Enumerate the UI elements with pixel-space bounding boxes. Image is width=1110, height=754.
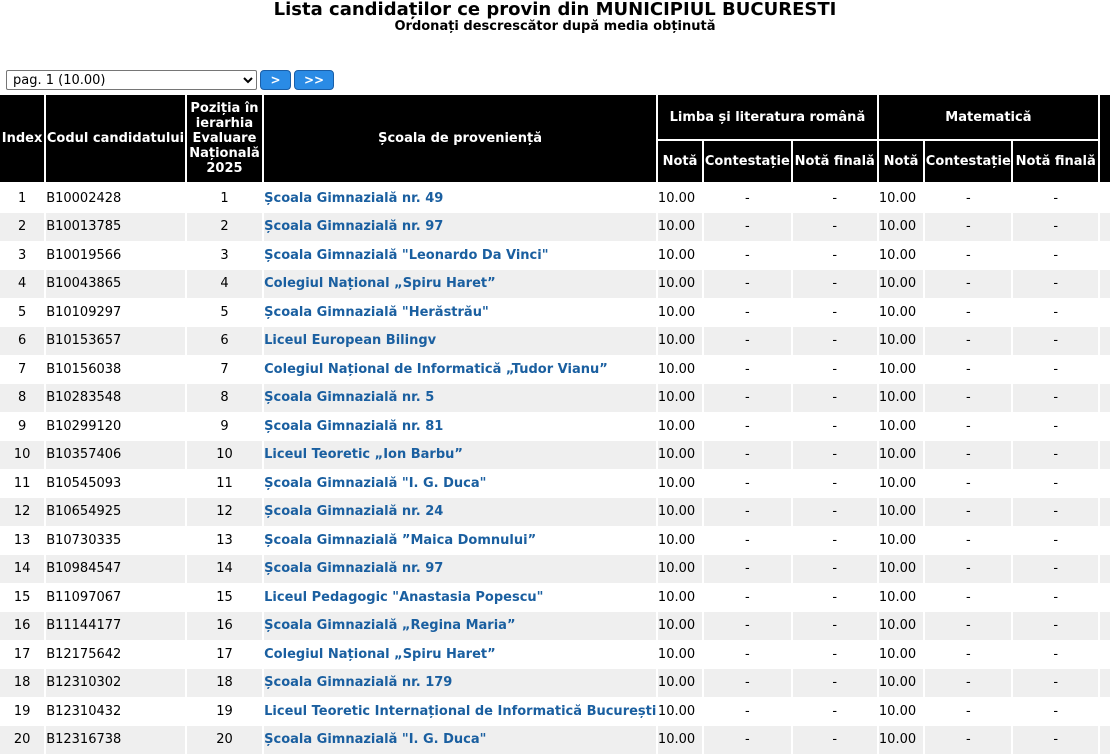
cell-ro-appeal: -: [704, 441, 790, 470]
school-link[interactable]: Colegiul Național „Spiru Haret”: [264, 647, 496, 662]
cell-school: [264, 469, 656, 498]
school-link[interactable]: Colegiul Național „Spiru Haret”: [264, 276, 496, 291]
cell-overflow: [1100, 327, 1110, 356]
page-title: Lista candidaților ce provin din MUNICIPIUL BUCURESTI: [0, 0, 1110, 20]
cell-overflow: [1100, 640, 1110, 669]
table-row: [0, 555, 1110, 584]
col-header-ro-final: Notă finală: [793, 141, 877, 184]
next-page-button[interactable]: >: [260, 70, 291, 90]
cell-school: [264, 298, 656, 327]
col-header-ma-final: Notă finală: [1013, 141, 1097, 184]
school-link[interactable]: Școala Gimnazială ”Maica Domnului”: [264, 533, 536, 548]
cell-school: [264, 327, 656, 356]
table-row: [0, 469, 1110, 498]
cell-overflow: [1100, 583, 1110, 612]
cell-ro-final: -: [793, 555, 877, 584]
cell-ma-final: -: [1013, 355, 1097, 384]
cell-ma-grade: 10.00: [879, 612, 923, 641]
cell-ma-grade: 10.00: [879, 583, 923, 612]
cell-candidate-code: B10545093: [46, 469, 185, 498]
cell-ro-final: -: [793, 583, 877, 612]
cell-overflow: [1100, 412, 1110, 441]
cell-ma-final: -: [1013, 726, 1097, 754]
table-row: [0, 498, 1110, 527]
cell-ma-final: -: [1013, 270, 1097, 299]
cell-position: 8: [187, 384, 262, 413]
cell-ma-final: -: [1013, 612, 1097, 641]
cell-ro-final: -: [793, 270, 877, 299]
cell-index: 19: [0, 697, 44, 726]
cell-school: [264, 241, 656, 270]
cell-position: 12: [187, 498, 262, 527]
cell-ma-final: -: [1013, 697, 1097, 726]
table-row: [0, 412, 1110, 441]
cell-position: 7: [187, 355, 262, 384]
cell-ma-final: -: [1013, 555, 1097, 584]
cell-ro-final: -: [793, 184, 877, 213]
cell-ro-appeal: -: [704, 184, 790, 213]
cell-ro-appeal: -: [704, 298, 790, 327]
cell-ma-final: -: [1013, 469, 1097, 498]
table-row: [0, 241, 1110, 270]
cell-ma-appeal: -: [925, 384, 1011, 413]
cell-ma-grade: 10.00: [879, 270, 923, 299]
cell-ma-grade: 10.00: [879, 498, 923, 527]
cell-ro-final: -: [793, 298, 877, 327]
cell-ma-grade: 10.00: [879, 726, 923, 754]
table-row: [0, 270, 1110, 299]
cell-ma-grade: 10.00: [879, 327, 923, 356]
school-link[interactable]: Școala Gimnazială nr. 179: [264, 675, 452, 690]
cell-ro-grade: 10.00: [658, 469, 702, 498]
cell-ma-appeal: -: [925, 640, 1011, 669]
table-row: [0, 726, 1110, 754]
cell-ro-grade: 10.00: [658, 184, 702, 213]
cell-ro-grade: 10.00: [658, 441, 702, 470]
cell-ro-appeal: -: [704, 412, 790, 441]
cell-ma-grade: 10.00: [879, 384, 923, 413]
cell-ma-final: -: [1013, 298, 1097, 327]
cell-index: 10: [0, 441, 44, 470]
cell-position: 10: [187, 441, 262, 470]
col-group-math: Matematică: [879, 95, 1098, 141]
cell-ro-grade: 10.00: [658, 555, 702, 584]
page-select[interactable]: [6, 70, 257, 90]
cell-ma-grade: 10.00: [879, 555, 923, 584]
cell-ma-grade: 10.00: [879, 213, 923, 242]
cell-school: [264, 526, 656, 555]
cell-school: [264, 498, 656, 527]
cell-ro-final: -: [793, 640, 877, 669]
table-row: [0, 184, 1110, 213]
results-table: [0, 95, 1110, 754]
cell-candidate-code: B10654925: [46, 498, 185, 527]
cell-ma-final: -: [1013, 184, 1097, 213]
cell-index: 14: [0, 555, 44, 584]
cell-ro-appeal: -: [704, 469, 790, 498]
cell-ro-final: -: [793, 726, 877, 754]
cell-position: 3: [187, 241, 262, 270]
cell-ro-final: -: [793, 526, 877, 555]
cell-ma-final: -: [1013, 213, 1097, 242]
cell-ro-appeal: -: [704, 327, 790, 356]
cell-ro-grade: 10.00: [658, 697, 702, 726]
cell-position: 11: [187, 469, 262, 498]
cell-position: 14: [187, 555, 262, 584]
cell-ro-appeal: -: [704, 526, 790, 555]
cell-overflow: [1100, 355, 1110, 384]
cell-index: 4: [0, 270, 44, 299]
table-row: [0, 583, 1110, 612]
school-link[interactable]: Școala Gimnazială "Leonardo Da Vinci": [264, 248, 548, 263]
cell-ro-grade: 10.00: [658, 270, 702, 299]
cell-ma-appeal: -: [925, 241, 1011, 270]
cell-ma-grade: 10.00: [879, 640, 923, 669]
cell-ma-grade: 10.00: [879, 184, 923, 213]
cell-school: [264, 640, 656, 669]
cell-ro-final: -: [793, 213, 877, 242]
cell-position: 19: [187, 697, 262, 726]
cell-ma-grade: 10.00: [879, 526, 923, 555]
cell-ro-appeal: -: [704, 583, 790, 612]
cell-index: 11: [0, 469, 44, 498]
school-link[interactable]: Școala Gimnazială nr. 5: [264, 390, 434, 405]
table-row: [0, 441, 1110, 470]
cell-ma-appeal: -: [925, 697, 1011, 726]
cell-ro-appeal: -: [704, 498, 790, 527]
table-row: [0, 612, 1110, 641]
cell-ma-grade: 10.00: [879, 412, 923, 441]
cell-index: 12: [0, 498, 44, 527]
cell-ma-appeal: -: [925, 270, 1011, 299]
cell-ma-appeal: -: [925, 184, 1011, 213]
cell-ro-grade: 10.00: [658, 327, 702, 356]
col-header-ma-appeal: Contestație: [925, 141, 1011, 184]
cell-index: 9: [0, 412, 44, 441]
school-link[interactable]: Școala Gimnazială "Herăstrău": [264, 305, 489, 320]
cell-candidate-code: B12310432: [46, 697, 185, 726]
cell-school: [264, 583, 656, 612]
cell-school: [264, 726, 656, 754]
cell-candidate-code: B10156038: [46, 355, 185, 384]
cell-school: [264, 412, 656, 441]
cell-ro-final: -: [793, 412, 877, 441]
cell-ma-appeal: -: [925, 669, 1011, 698]
cell-overflow: [1100, 441, 1110, 470]
cell-ro-appeal: -: [704, 612, 790, 641]
cell-ro-appeal: -: [704, 241, 790, 270]
school-link[interactable]: Liceul Teoretic „Ion Barbu”: [264, 447, 463, 462]
cell-ro-grade: 10.00: [658, 640, 702, 669]
cell-ro-appeal: -: [704, 384, 790, 413]
cell-ma-appeal: -: [925, 612, 1011, 641]
cell-index: 20: [0, 726, 44, 754]
cell-overflow: [1100, 697, 1110, 726]
cell-ma-appeal: -: [925, 355, 1011, 384]
cell-ma-final: -: [1013, 412, 1097, 441]
cell-position: 16: [187, 612, 262, 641]
cell-ro-final: -: [793, 697, 877, 726]
table-row: [0, 640, 1110, 669]
cell-school: [264, 697, 656, 726]
page-subtitle: Ordonați descrescător după media obținută: [0, 20, 1110, 34]
cell-ro-final: -: [793, 669, 877, 698]
last-page-button[interactable]: >>: [294, 70, 334, 90]
cell-position: 6: [187, 327, 262, 356]
cell-index: 15: [0, 583, 44, 612]
table-row: [0, 213, 1110, 242]
cell-ma-appeal: -: [925, 469, 1011, 498]
cell-ma-final: -: [1013, 583, 1097, 612]
cell-ro-appeal: -: [704, 697, 790, 726]
cell-candidate-code: B12310302: [46, 669, 185, 698]
cell-ro-grade: 10.00: [658, 213, 702, 242]
cell-school: [264, 384, 656, 413]
cell-candidate-code: B10002428: [46, 184, 185, 213]
cell-index: 1: [0, 184, 44, 213]
cell-index: 16: [0, 612, 44, 641]
cell-ma-appeal: -: [925, 298, 1011, 327]
cell-index: 5: [0, 298, 44, 327]
cell-candidate-code: B10984547: [46, 555, 185, 584]
cell-candidate-code: B11144177: [46, 612, 185, 641]
cell-ro-grade: 10.00: [658, 612, 702, 641]
col-header-code: Codul candidatului: [46, 95, 185, 184]
cell-candidate-code: B10013785: [46, 213, 185, 242]
cell-ro-final: -: [793, 384, 877, 413]
cell-school: [264, 555, 656, 584]
school-link[interactable]: Școala Gimnazială nr. 97: [264, 219, 443, 234]
cell-ro-final: -: [793, 327, 877, 356]
col-header-overflow: [1100, 95, 1110, 184]
cell-overflow: [1100, 612, 1110, 641]
cell-ma-grade: 10.00: [879, 241, 923, 270]
cell-ma-final: -: [1013, 498, 1097, 527]
cell-candidate-code: B10299120: [46, 412, 185, 441]
cell-ma-appeal: -: [925, 412, 1011, 441]
cell-ro-final: -: [793, 469, 877, 498]
cell-ma-grade: 10.00: [879, 669, 923, 698]
cell-index: 8: [0, 384, 44, 413]
cell-ma-appeal: -: [925, 441, 1011, 470]
cell-ro-final: -: [793, 241, 877, 270]
cell-candidate-code: B10357406: [46, 441, 185, 470]
cell-overflow: [1100, 555, 1110, 584]
cell-ro-appeal: -: [704, 270, 790, 299]
cell-candidate-code: B10283548: [46, 384, 185, 413]
col-header-ro-grade: Notă: [658, 141, 702, 184]
cell-overflow: [1100, 213, 1110, 242]
cell-ro-final: -: [793, 498, 877, 527]
cell-position: 5: [187, 298, 262, 327]
cell-ma-appeal: -: [925, 726, 1011, 754]
school-link[interactable]: Școala Gimnazială „Regina Maria”: [264, 618, 515, 633]
pagination-bar: [6, 70, 334, 90]
cell-ro-appeal: -: [704, 355, 790, 384]
col-header-school: Școala de proveniență: [264, 95, 656, 184]
cell-position: 17: [187, 640, 262, 669]
school-link[interactable]: Școala Gimnazială nr. 24: [264, 504, 443, 519]
cell-position: 2: [187, 213, 262, 242]
cell-ro-grade: 10.00: [658, 669, 702, 698]
cell-candidate-code: B12316738: [46, 726, 185, 754]
school-link[interactable]: Școala Gimnazială "I. G. Duca": [264, 732, 486, 747]
cell-school: [264, 441, 656, 470]
table-row: [0, 384, 1110, 413]
cell-candidate-code: B10019566: [46, 241, 185, 270]
cell-ro-appeal: -: [704, 640, 790, 669]
cell-ma-grade: 10.00: [879, 355, 923, 384]
cell-ro-appeal: -: [704, 213, 790, 242]
cell-position: 9: [187, 412, 262, 441]
table-row: [0, 298, 1110, 327]
cell-ro-grade: 10.00: [658, 526, 702, 555]
school-link[interactable]: Școala Gimnazială nr. 97: [264, 561, 443, 576]
cell-ma-grade: 10.00: [879, 697, 923, 726]
table-row: [0, 697, 1110, 726]
cell-index: 13: [0, 526, 44, 555]
cell-ro-appeal: -: [704, 555, 790, 584]
cell-overflow: [1100, 241, 1110, 270]
cell-ro-grade: 10.00: [658, 412, 702, 441]
table-row: [0, 526, 1110, 555]
cell-ro-grade: 10.00: [658, 298, 702, 327]
cell-overflow: [1100, 270, 1110, 299]
col-header-ma-grade: Notă: [879, 141, 923, 184]
school-link[interactable]: Școala Gimnazială "I. G. Duca": [264, 476, 486, 491]
table-row: [0, 669, 1110, 698]
cell-candidate-code: B10730335: [46, 526, 185, 555]
col-header-index: Index: [0, 95, 44, 184]
table-row: [0, 327, 1110, 356]
cell-ro-grade: 10.00: [658, 384, 702, 413]
school-link[interactable]: Școala Gimnazială nr. 81: [264, 419, 443, 434]
cell-position: 13: [187, 526, 262, 555]
cell-candidate-code: B12175642: [46, 640, 185, 669]
cell-ro-appeal: -: [704, 669, 790, 698]
cell-candidate-code: B10109297: [46, 298, 185, 327]
cell-ro-grade: 10.00: [658, 241, 702, 270]
cell-index: 6: [0, 327, 44, 356]
cell-index: 7: [0, 355, 44, 384]
cell-ma-grade: 10.00: [879, 298, 923, 327]
cell-index: 3: [0, 241, 44, 270]
cell-ma-final: -: [1013, 327, 1097, 356]
cell-ma-grade: 10.00: [879, 469, 923, 498]
col-header-position: Poziția în ierarhia Evaluare Națională 2025: [187, 95, 262, 184]
cell-ma-appeal: -: [925, 327, 1011, 356]
cell-ma-final: -: [1013, 384, 1097, 413]
school-link[interactable]: Școala Gimnazială nr. 49: [264, 191, 443, 206]
cell-ro-grade: 10.00: [658, 583, 702, 612]
cell-ro-grade: 10.00: [658, 498, 702, 527]
cell-school: [264, 612, 656, 641]
cell-school: [264, 270, 656, 299]
cell-overflow: [1100, 184, 1110, 213]
cell-position: 1: [187, 184, 262, 213]
cell-ma-final: -: [1013, 526, 1097, 555]
school-link[interactable]: Liceul Pedagogic "Anastasia Popescu": [264, 590, 543, 605]
cell-candidate-code: B11097067: [46, 583, 185, 612]
cell-ma-appeal: -: [925, 526, 1011, 555]
cell-ma-appeal: -: [925, 555, 1011, 584]
cell-ro-final: -: [793, 441, 877, 470]
school-link[interactable]: Colegiul Național de Informatică „Tudor Vianu”: [264, 362, 608, 377]
cell-ro-final: -: [793, 612, 877, 641]
cell-candidate-code: B10153657: [46, 327, 185, 356]
cell-candidate-code: B10043865: [46, 270, 185, 299]
cell-ro-final: -: [793, 355, 877, 384]
cell-ma-final: -: [1013, 669, 1097, 698]
cell-position: 20: [187, 726, 262, 754]
cell-index: 17: [0, 640, 44, 669]
cell-overflow: [1100, 498, 1110, 527]
cell-ma-final: -: [1013, 441, 1097, 470]
cell-ro-appeal: -: [704, 726, 790, 754]
cell-index: 2: [0, 213, 44, 242]
table-row: [0, 355, 1110, 384]
cell-school: [264, 669, 656, 698]
cell-ro-grade: 10.00: [658, 726, 702, 754]
cell-ma-final: -: [1013, 640, 1097, 669]
col-group-romanian: Limba și literatura română: [658, 95, 877, 141]
cell-ma-appeal: -: [925, 498, 1011, 527]
cell-school: [264, 184, 656, 213]
cell-overflow: [1100, 726, 1110, 754]
school-link[interactable]: Liceul European Bilingv: [264, 333, 436, 348]
cell-ro-grade: 10.00: [658, 355, 702, 384]
cell-ma-final: -: [1013, 241, 1097, 270]
cell-overflow: [1100, 669, 1110, 698]
cell-overflow: [1100, 384, 1110, 413]
cell-position: 4: [187, 270, 262, 299]
cell-ma-appeal: -: [925, 213, 1011, 242]
school-link[interactable]: Liceul Teoretic Internațional de Informatică București: [264, 704, 656, 719]
cell-overflow: [1100, 526, 1110, 555]
cell-ma-grade: 10.00: [879, 441, 923, 470]
cell-school: [264, 213, 656, 242]
cell-ma-appeal: -: [925, 583, 1011, 612]
cell-index: 18: [0, 669, 44, 698]
cell-overflow: [1100, 469, 1110, 498]
col-header-ro-appeal: Contestație: [704, 141, 790, 184]
cell-position: 18: [187, 669, 262, 698]
cell-school: [264, 355, 656, 384]
cell-position: 15: [187, 583, 262, 612]
cell-overflow: [1100, 298, 1110, 327]
